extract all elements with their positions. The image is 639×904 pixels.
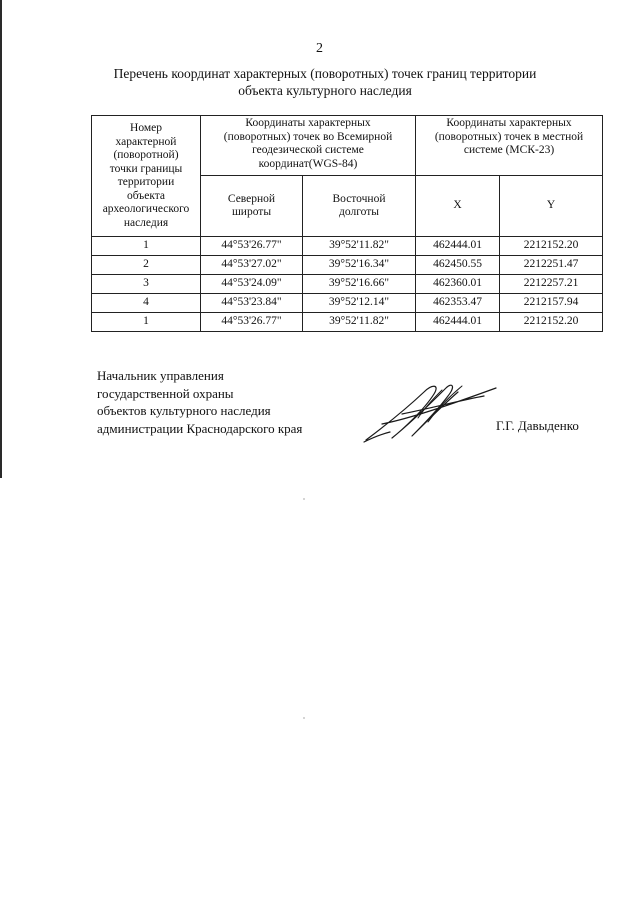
header-latitude-line: широты	[231, 206, 272, 218]
header-latitude-line: Северной	[227, 192, 276, 205]
scan-speck	[303, 498, 305, 500]
document-title-line-2: объекта культурного наследия	[238, 83, 412, 98]
cell-y: 2212257.21	[500, 275, 603, 294]
header-wgs-line: координат(WGS-84)	[258, 157, 358, 170]
cell-longitude: 39°52'16.66"	[303, 275, 416, 294]
cell-x: 462360.01	[416, 275, 500, 294]
cell-x: 462353.47	[416, 294, 500, 313]
cell-point-number: 1	[92, 313, 201, 332]
header-local-line: системе (МСК-23)	[463, 144, 555, 156]
table-row	[92, 294, 603, 313]
header-point-number-line: объекта	[126, 189, 166, 202]
signer-position-line: администрации Краснодарского края	[97, 420, 303, 436]
cell-longitude: 39°52'11.82"	[303, 313, 416, 332]
header-longitude-line: долготы	[339, 206, 379, 218]
header-point-number-line: (поворотной)	[113, 149, 179, 161]
table-row	[92, 256, 603, 275]
header-point-number-line: Номер	[130, 122, 162, 134]
header-point-number	[92, 116, 201, 237]
signer-position	[97, 367, 302, 437]
cell-x: 462444.01	[416, 313, 500, 332]
cell-latitude: 44°53'26.77"	[201, 237, 303, 256]
header-wgs-line: Координаты характерных	[245, 117, 371, 129]
header-point-number-line: археологического	[102, 203, 190, 215]
header-local-group	[416, 116, 603, 176]
handwritten-signature	[362, 378, 502, 450]
header-longitude-line: Восточной	[332, 192, 386, 205]
signer-position-line: государственной охраны	[97, 385, 234, 401]
page-number: 2	[316, 41, 323, 56]
table-row	[92, 313, 603, 332]
cell-point-number: 1	[92, 237, 201, 256]
header-x: X	[416, 176, 500, 237]
cell-x: 462444.01	[416, 237, 500, 256]
signer-position-line: объектов культурного наследия	[97, 403, 271, 418]
cell-x: 462450.55	[416, 256, 500, 275]
cell-point-number: 2	[92, 256, 201, 275]
cell-latitude: 44°53'24.09"	[201, 275, 303, 294]
table-row	[92, 275, 603, 294]
signer-position-line: Начальник управления	[97, 368, 224, 383]
header-wgs-group	[201, 116, 416, 176]
page-edge-mark	[0, 0, 2, 478]
cell-latitude: 44°53'23.84"	[201, 294, 303, 313]
header-local-line: (поворотных) точек в местной	[434, 130, 584, 143]
header-point-number-line: наследия	[123, 216, 169, 229]
cell-latitude: 44°53'27.02"	[201, 256, 303, 275]
cell-point-number: 3	[92, 275, 201, 294]
header-longitude	[303, 176, 416, 237]
header-point-number-line: характерной	[115, 135, 177, 148]
cell-longitude: 39°52'16.34"	[303, 256, 416, 275]
coordinates-table	[91, 115, 603, 332]
cell-point-number: 4	[92, 294, 201, 313]
header-wgs-line: (поворотных) точек во Всемирной	[223, 130, 393, 143]
header-y: Y	[500, 176, 603, 237]
cell-longitude: 39°52'11.82"	[303, 237, 416, 256]
cell-y: 2212157.94	[500, 294, 603, 313]
cell-latitude: 44°53'26.77"	[201, 313, 303, 332]
header-wgs-line: геодезической системе	[252, 144, 364, 156]
document-title	[90, 65, 560, 99]
cell-y: 2212251.47	[500, 256, 603, 275]
header-point-number-line: территории	[117, 176, 175, 188]
cell-y: 2212152.20	[500, 237, 603, 256]
header-local-line: Координаты характерных	[446, 117, 572, 129]
header-point-number-line: точки границы	[109, 162, 183, 175]
signer-name: Г.Г. Давыденко	[496, 418, 579, 433]
table-row	[92, 237, 603, 256]
document-title-line-1: Перечень координат характерных (поворотных) точек границ территории	[113, 66, 537, 81]
scan-speck	[303, 717, 305, 719]
cell-longitude: 39°52'12.14"	[303, 294, 416, 313]
header-latitude	[201, 176, 303, 237]
cell-y: 2212152.20	[500, 313, 603, 332]
